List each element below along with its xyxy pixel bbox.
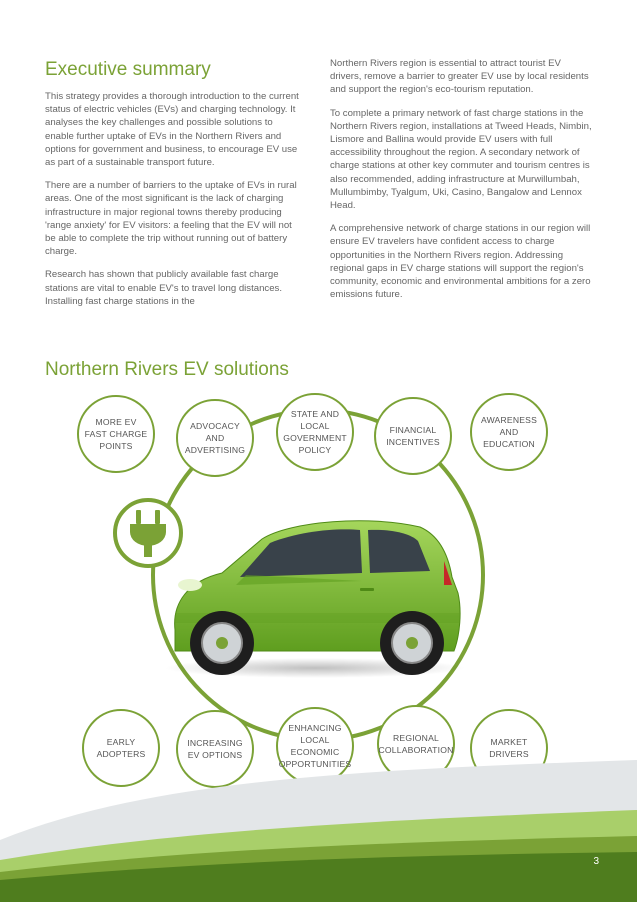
bubble-increasing-ev-options: INCREASING EV OPTIONS bbox=[176, 710, 254, 788]
bubble-regional-collaboration: REGIONAL COLLABORATION bbox=[377, 705, 455, 783]
page-number: 3 bbox=[593, 856, 599, 867]
plug-icon bbox=[115, 500, 181, 566]
bubble-financial-incentives: FINANCIAL INCENTIVES bbox=[374, 397, 452, 475]
bubble-awareness-and-education: AWARENESS AND EDUCATION bbox=[470, 393, 548, 471]
bubble-market-drivers: MARKET DRIVERS bbox=[470, 709, 548, 787]
paragraph: This strategy provides a thorough introduction to the current status of electric vehicles (EVs) and charging technology. It analyses the key challenges and possible solutions to enable further uptake of EVs in the Northern Rivers and options for government and business, to encourage EV use as part of a sustainable transport future. bbox=[45, 91, 299, 169]
ev-solutions-diagram bbox=[0, 385, 637, 805]
bubble-enhancing-local-economic-opportunities: ENHANCING LOCAL ECONOMIC OPPORTUNITIES bbox=[276, 707, 354, 785]
bubble-early-adopters: EARLY ADOPTERS bbox=[82, 709, 160, 787]
left-text-column bbox=[45, 90, 303, 318]
electric-car-image bbox=[165, 521, 465, 678]
bubble-more-ev-fast-charge-points: MORE EV FAST CHARGE POINTS bbox=[77, 395, 155, 473]
rear-wheel bbox=[380, 611, 444, 675]
executive-summary-heading: Executive summary bbox=[45, 59, 211, 80]
footer-waves bbox=[0, 760, 637, 902]
paragraph: There are a number of barriers to the uptake of EVs in rural areas. One of the most significant is the lack of charging infrastructure in major regional towns thereby producing 'range anxiety' for EV visitors: a feeling that the EV will not be able to complete the trip without running out of battery charge. bbox=[45, 180, 297, 258]
solutions-heading: Northern Rivers EV solutions bbox=[45, 359, 289, 380]
front-wheel bbox=[190, 611, 254, 675]
paragraph: To complete a primary network of fast charge stations in the Northern Rivers region, installations at Tweed Heads, Nimbin, Lismore and Ballina would provide EV users with full accessibility throughout the region. A secondary network of charge stations at other key commuter and tourism centres is also recommended, adding infrastructure at Murwillumbah, Mullumbimby, Tyalgum, Uki, Casino, Bangalow and Lennox Head. bbox=[330, 107, 592, 212]
paragraph: Northern Rivers region is essential to attract tourist EV drivers, remove a barrier to greater EV use by local residents and support the region's eco-tourism reputation. bbox=[330, 58, 589, 96]
bubble-state-and-local-government-policy: STATE AND LOCAL GOVERNMENT POLICY bbox=[276, 393, 354, 471]
paragraph: A comprehensive network of charge stations in our region will ensure EV travelers have confident access to charge opportunities in the Northern Rivers region. Addressing regional gaps in EV charge stations will support the region's community, economic and environmental ambitions for a zero emissions future. bbox=[330, 223, 591, 301]
bubble-advocacy-and-advertising: ADVOCACY AND ADVERTISING bbox=[176, 399, 254, 477]
right-text-column bbox=[330, 57, 592, 311]
paragraph: Research has shown that publicly available fast charge stations are vital to enable EV's to travel long distances. Installing fast charge stations in the bbox=[45, 269, 283, 307]
